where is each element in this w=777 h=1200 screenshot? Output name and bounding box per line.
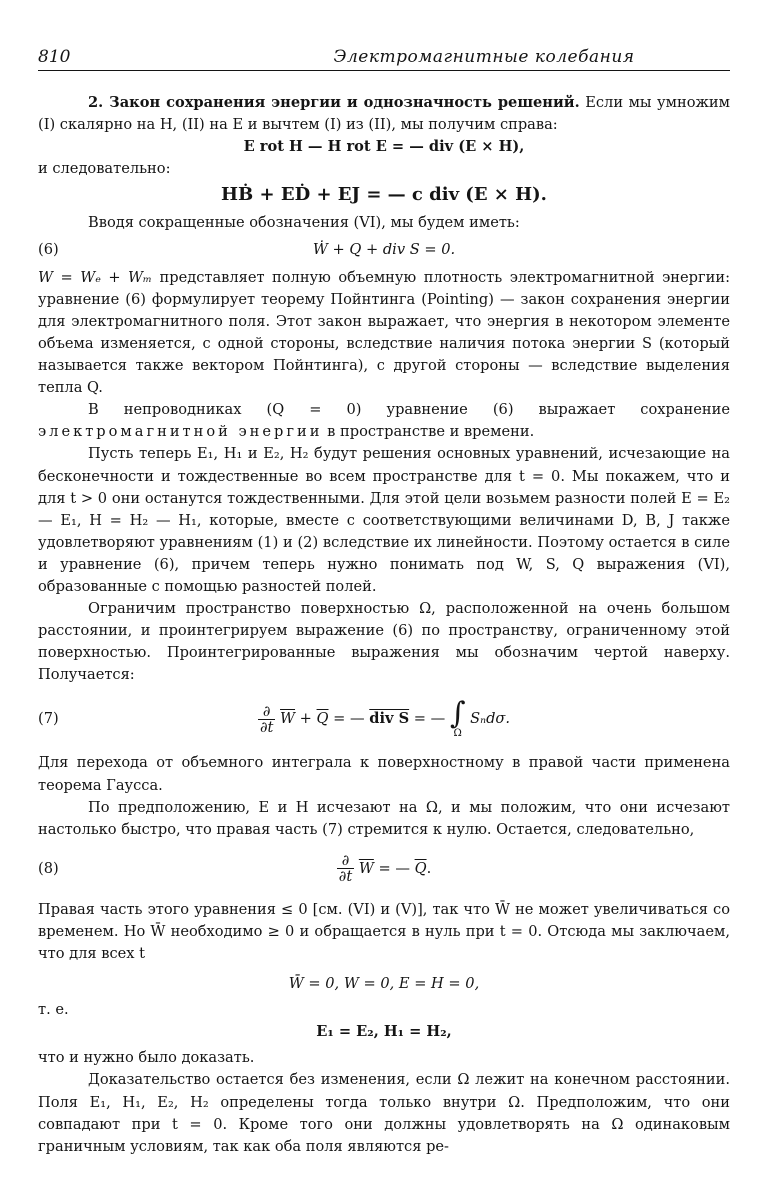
equation-7-number: (7) [38, 710, 59, 728]
equation-6 [38, 239, 730, 261]
header-rule [38, 70, 730, 71]
equation-8-end: . [426, 859, 432, 877]
partial-num-7: ∂ [258, 704, 275, 720]
paragraph-5-text-b: в пространстве и времени. [327, 423, 535, 441]
equation-c [38, 973, 730, 995]
equation-8-body [337, 853, 431, 885]
equation-c-text: W̄ = 0, W = 0, E = H = 0, [288, 975, 480, 993]
paragraph-7: Ограничим пространство поверхностью Ω, расположенной на очень большом расстоянии, и проинтегрируем выражение (6) по пространству, ограниченному этой поверхностью. Проинтегрированные выражения мы обозначим чертой наверху. Получается: [38, 600, 730, 684]
paragraph-5 [38, 399, 730, 443]
partial-derivative-7 [258, 704, 275, 736]
equation-8 [38, 843, 730, 895]
equation-6-number: (6) [38, 240, 59, 258]
equation-8-number: (8) [38, 859, 59, 877]
running-title: Электромагнитные колебания [333, 47, 635, 67]
equation-7 [38, 688, 730, 750]
q-bar-8: $\overline{Q}$ [414, 859, 427, 877]
page-number: 810 [38, 47, 71, 67]
energy-density-formula: W = Wₑ + Wₘ [38, 268, 153, 286]
paragraph-8: Для перехода от объемного интеграла к поверхностному в правой части применена теорема Гаусса. [38, 754, 730, 794]
equation-6-text: Ẇ + Q + div S = 0. [312, 240, 456, 258]
paragraph-1 [38, 92, 730, 136]
paragraph-5-text-a: В непроводниках (Q = 0) уравнение (6) выражает сохранение [88, 401, 730, 419]
w-bar-8: $\overline{W}$ [358, 859, 374, 877]
section-heading: 2. Закон сохранения энергии и однозначность решений. [88, 94, 580, 111]
equation-a-text: E rot H — H rot E = — div (E × H), [243, 138, 525, 156]
paragraph-4 [38, 267, 730, 400]
page-header [38, 44, 730, 70]
plus-7: + [299, 710, 312, 728]
paragraph-1-text: Если мы умножим (I) скалярно на H, (II) на E и вычтем (I) из (II), мы получим справа: [38, 94, 730, 134]
paragraph-12: что и нужно было доказать. [38, 1049, 255, 1067]
equals-minus-7a: = — [333, 710, 365, 728]
integrand-7: Sₙdσ. [470, 710, 511, 728]
partial-den-7: ∂t [259, 718, 274, 736]
surface-integral [449, 696, 466, 740]
equals-minus-7b: = — [413, 710, 446, 728]
paragraph-3: Вводя сокращенные обозначения (VI), мы будем иметь: [88, 214, 520, 232]
equation-d-text: E₁ = E₂, H₁ = H₂, [316, 1023, 452, 1041]
paragraph-13: Доказательство остается без изменения, если Ω лежит на конечном расстоянии. Поля E₁, H₁, E₂, H₂ определены тогда только внутри Ω. Предположим, что они совпадают при t = 0. Кроме того они должны удовлетворять на Ω одинаковым граничным условиям, так как оба поля являются ре- [38, 1071, 730, 1155]
paragraph-11: т. е. [38, 1001, 69, 1019]
equation-7-body [258, 696, 511, 740]
partial-den-8: ∂t [338, 868, 353, 886]
paragraph-6: Пусть теперь E₁, H₁ и E₂, H₂ будут решения основных уравнений, исчезающие на бесконечности и тождественные во всем пространстве для t = 0. Мы покажем, что и для t > 0 они останутся тождественными. Для этой цели возьмем разности полей E = E₂ — E₁, H = H₂ — H₁, которые, вместе с соответствующими величинами D, B, J также удовлетворяют уравнениям (1) и (2) вследствие их линейности. Поэтому остается в силе и уравнение (6), причем теперь нужно понимать под W, S, Q выражения (VI), образованные с помощью разностей полей. [38, 445, 730, 595]
paragraph-10: Правая часть этого уравнения ≤ 0 [см. (VI) и (V)], так что W̄ не может увеличиваться со временем. Но W̄ необходимо ≥ 0 и обращается в нуль при t = 0. Отсюда мы заключаем, что для всех t [38, 900, 730, 962]
div-s-bar-7: div S [369, 710, 410, 728]
w-bar-7: $\overline{W}$ [280, 710, 296, 728]
partial-num-8: ∂ [337, 853, 354, 869]
paragraph-2: и следовательно: [38, 160, 171, 178]
paragraph-9: По предположению, E и H исчезают на Ω, и мы положим, что они исчезают настолько быстро, что правая часть (7) стремится к нулю. Остается, следовательно, [38, 798, 730, 838]
equals-minus-8: = — [378, 859, 410, 877]
q-bar-7: $\overline{Q}$ [316, 710, 329, 728]
equation-b-text: HḂ + EḊ + EJ = — c div (E × H). [221, 184, 547, 206]
spaced-emphasis: электромагнитной энергии [38, 423, 323, 441]
partial-derivative-8 [337, 853, 354, 885]
equation-d [38, 1021, 730, 1043]
equation-b [38, 184, 730, 206]
equation-a [38, 136, 730, 158]
integral-sign: ∫ [449, 696, 466, 732]
page-body [38, 92, 730, 1158]
integral-subscript: Ω [453, 728, 462, 740]
paragraph-4-text: представляет полную объемную плотность электромагнитной энергии: уравнение (6) формулирует теорему Пойнтинга (Pointing) — закон сохранения энергии для электромагнитного поля. Этот закон выражает, что энергия в некотором элементе объема изменяется, с одной стороны, вследствие наличия потока энергии S (который называется также вектором Пойнтинга), с другой стороны — вследствие выделения тепла Q. [38, 268, 730, 397]
